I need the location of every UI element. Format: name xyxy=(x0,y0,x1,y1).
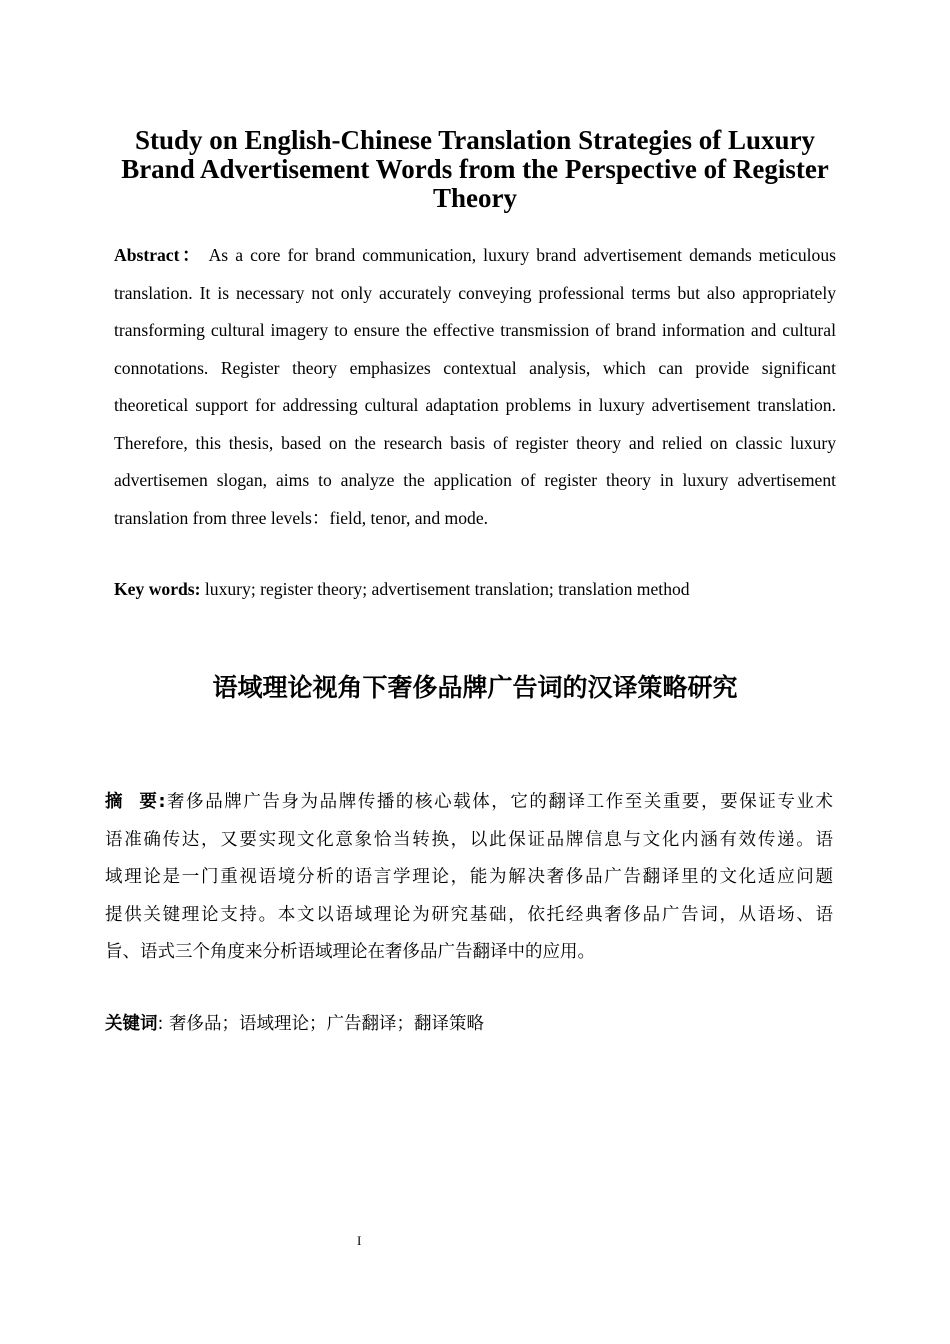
keywords-text: luxury; register theory; advertisement translation; translation method xyxy=(204,579,690,599)
chinese-abstract-text: 奢侈品牌广告身为品牌传播的核心载体，它的翻译工作至关重要，要保证专业术 xyxy=(165,792,834,812)
chinese-abstract-line: 语准确传达，又要实现文化意象恰当转换，以此保证品牌信息与文化内涵有效传递。语 xyxy=(105,829,833,850)
keywords-label: Key words: xyxy=(114,579,201,599)
page-number: I xyxy=(357,1233,362,1248)
chinese-keywords xyxy=(105,1010,484,1035)
chinese-abstract xyxy=(105,784,833,972)
chinese-keywords-label: 关键词 xyxy=(105,1014,158,1034)
english-abstract xyxy=(114,237,836,537)
chinese-title: 语域理论视角下奢侈品牌广告词的汉译策略研究 xyxy=(212,673,738,702)
chinese-abstract-line: 旨、语式三个角度来分析语域理论在奢侈品广告翻译中的应用。 xyxy=(105,942,595,962)
chinese-abstract-line xyxy=(105,784,833,822)
chinese-abstract-line: 提供关键理论支持。本文以语域理论为研究基础，依托经典奢侈品广告词，从语场、语 xyxy=(105,904,833,925)
chinese-abstract-label: 摘 要: xyxy=(105,792,166,812)
abstract-label: Abstract： xyxy=(114,245,203,265)
chinese-keywords-text: : 奢侈品；语域理论；广告翻译；翻译策略 xyxy=(157,1014,484,1034)
abstract-text: As a core for brand communication, luxury brand advertisement demands meticulous translation. It is necessary not only accurately conveying professional terms but also appropriately transforming cultural imagery to ensure the effective transmission of brand information and cultural connotations. Register theory emphasizes contextual analysis, which can provide significant theoretical support for addressing cultural adaptation problems in luxury advertisement translation. Therefore, this thesis, based on the research basis of register theory and relied on classic luxury advertisemen slogan, aims to analyze the application of register theory in luxury advertisement translation from three levels：field, tenor, and mode. xyxy=(114,245,836,528)
english-title: Study on English-Chinese Translation Strategies of Luxury Brand Advertisement Words from the Perspective of Register Theory xyxy=(121,125,829,213)
english-keywords xyxy=(114,576,836,602)
chinese-abstract-line: 域理论是一门重视语境分析的语言学理论，能为解决奢侈品广告翻译里的文化适应问题 xyxy=(105,867,833,887)
